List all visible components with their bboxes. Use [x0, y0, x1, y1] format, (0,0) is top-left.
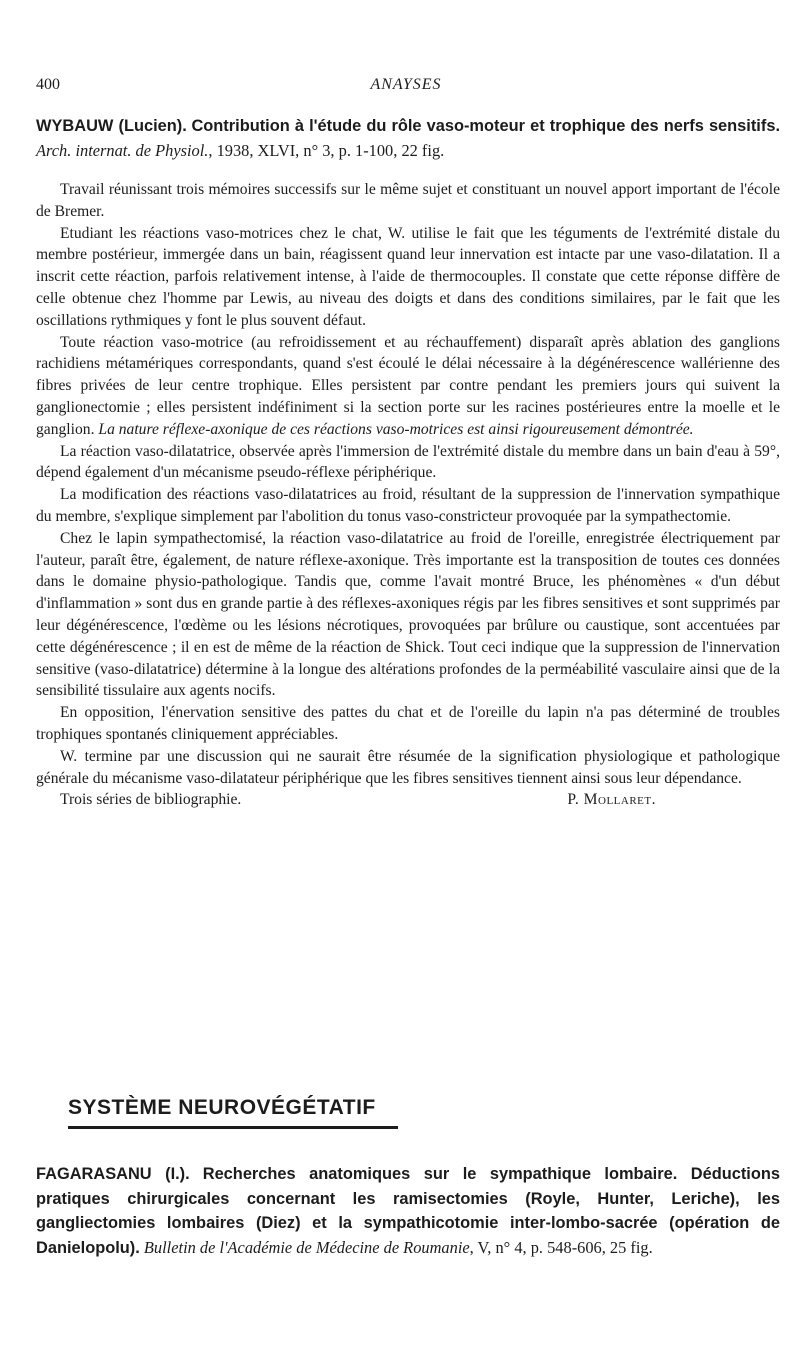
article-title: Contribution à l'étude du rôle vaso-moteur et trophique des nerfs sensitifs. — [191, 117, 780, 135]
reviewer-signature: P. Mollaret. — [567, 791, 656, 809]
citation: , 1938, XLVI, n° 3, p. 1-100, 22 fig. — [208, 140, 445, 160]
page-header — [36, 76, 776, 100]
article-authors: WYBAUW (Lucien). — [36, 117, 187, 135]
journal-name: Arch. internat. de Physiol. — [36, 140, 209, 160]
paragraph: Etudiant les réactions vaso-motrices chez le chat, W. utilise le fait que les téguments de l'extrémité distale du membre postérieur, immergée dans un bain, réagissent quand leur innervation est intacte par une vaso-dilatation. Il a inscrit cette réaction, parfois relativement intense, à l'aide de thermocouples. Il constate que cette réponse diffère de celle obtenue chez l'homme par Lewis, au niveau des doigts et dans des conditions similaires, par le fait que les oscillations rythmiques y font le plus souvent défaut. — [36, 224, 780, 329]
paragraph: En opposition, l'énervation sensitive des pattes du chat et de l'oreille du lapin n'a pas déterminé de troubles trophiques spontanés cliniquement appréciables. — [36, 704, 780, 743]
paragraph: La modification des réactions vaso-dilatatrices au froid, résultant de la suppression de l'innervation sympathique du membre, s'explique simplement par l'abolition du tonus vaso-constricteur provoquée par la sympathectomie. — [36, 486, 780, 525]
paragraph — [36, 332, 780, 441]
article-heading — [36, 1162, 780, 1260]
page-number: 400 — [36, 76, 60, 93]
paragraph: W. termine par une discussion qui ne saurait être résumée de la signification physiologique et pathologique générale du mécanisme vaso-dilatateur périphérique que les fibres sensitives tiennent ainsi sous leur dépendance. — [36, 747, 780, 787]
citation: , V, n° 4, p. 548-606, 25 fig. — [469, 1237, 653, 1257]
paragraph: Travail réunissant trois mémoires successifs sur le même sujet et constituant un nouvel apport important de l'école de Bremer. — [36, 181, 780, 220]
bibliography-note: Trois séries de bibliographie. — [60, 791, 242, 809]
journal-name: Bulletin de l'Académie de Médecine de Roumanie — [143, 1237, 470, 1257]
article-fagarasanu — [36, 1162, 780, 1260]
signature-line — [36, 789, 780, 811]
running-title: ANAYSES — [370, 76, 442, 93]
paragraph: La réaction vaso-dilatatrice, observée après l'immersion de l'extrémité distale du membre dans un bain d'eau à 59°, dépend également d'un mécanisme pseudo-réflexe périphérique. — [36, 442, 780, 482]
article-authors: FAGARASANU (I.). — [36, 1165, 190, 1183]
article-title: Recherches anatomiques sur le sympathique lombaire. Déductions pratiques chirurgicales concernant les ramisectomies (Royle, Hunter, Leriche), les gangliectomies lombaires (Diez) et la sympathicotomie inter-lombo-sacrée (opération de Danielopolu). — [36, 1165, 780, 1257]
paragraph-text: Toute réaction vaso-motrice (au refroidissement et au réchauffement) disparaît après ablation des ganglions rachidiens métamériques correspondants, quand s'est écoulé le délai nécessaire à la dégénérescence wallérienne des fibres privées de leur centre trophique. Elles persistent par contre pendant les premiers jours qui suivent la ganglionectomie ; elles persistent indéfiniment si la section porte sur les racines postérieures entre la moelle et le ganglion. — [36, 333, 780, 438]
section-underline — [68, 1126, 398, 1129]
paragraph-emphasis: La nature réflexe-axonique de ces réactions vaso-motrices est ainsi rigoureusement démontrée. — [98, 420, 694, 438]
section-title: SYSTÈME NEUROVÉGÉTATIF — [68, 1096, 376, 1119]
article-body — [36, 179, 780, 811]
paragraph: Chez le lapin sympathectomisé, la réaction vaso-dilatatrice au froid de l'oreille, enregistrée électriquement par l'auteur, paraît être, également, de nature réflexe-axonique. Très importante est la transposition de toutes ces données dans le domaine physio-pathologique. Tandis que, comme l'avait montré Bruce, les phénomènes « d'un début d'inflammation » sont dus en grande partie à des réflexes-axoniques régis par les fibres sensitives et sont supprimés par leur dégénérescence, l'œdème ou les lésions nécrotiques, provoquées par brûlure ou caustique, sont accentuées par cette dégénérescence ; il en est de même de la réaction de Shick. Tout ceci indique que la suppression de l'innervation sensitive (vaso-dilatatrice) détermine à la longue des altérations profondes de la perméabilité vasculaire ainsi que de la sensibilité tissulaire aux agents nocifs. — [36, 529, 780, 700]
article-wybauw — [36, 114, 780, 811]
article-heading — [36, 114, 780, 163]
